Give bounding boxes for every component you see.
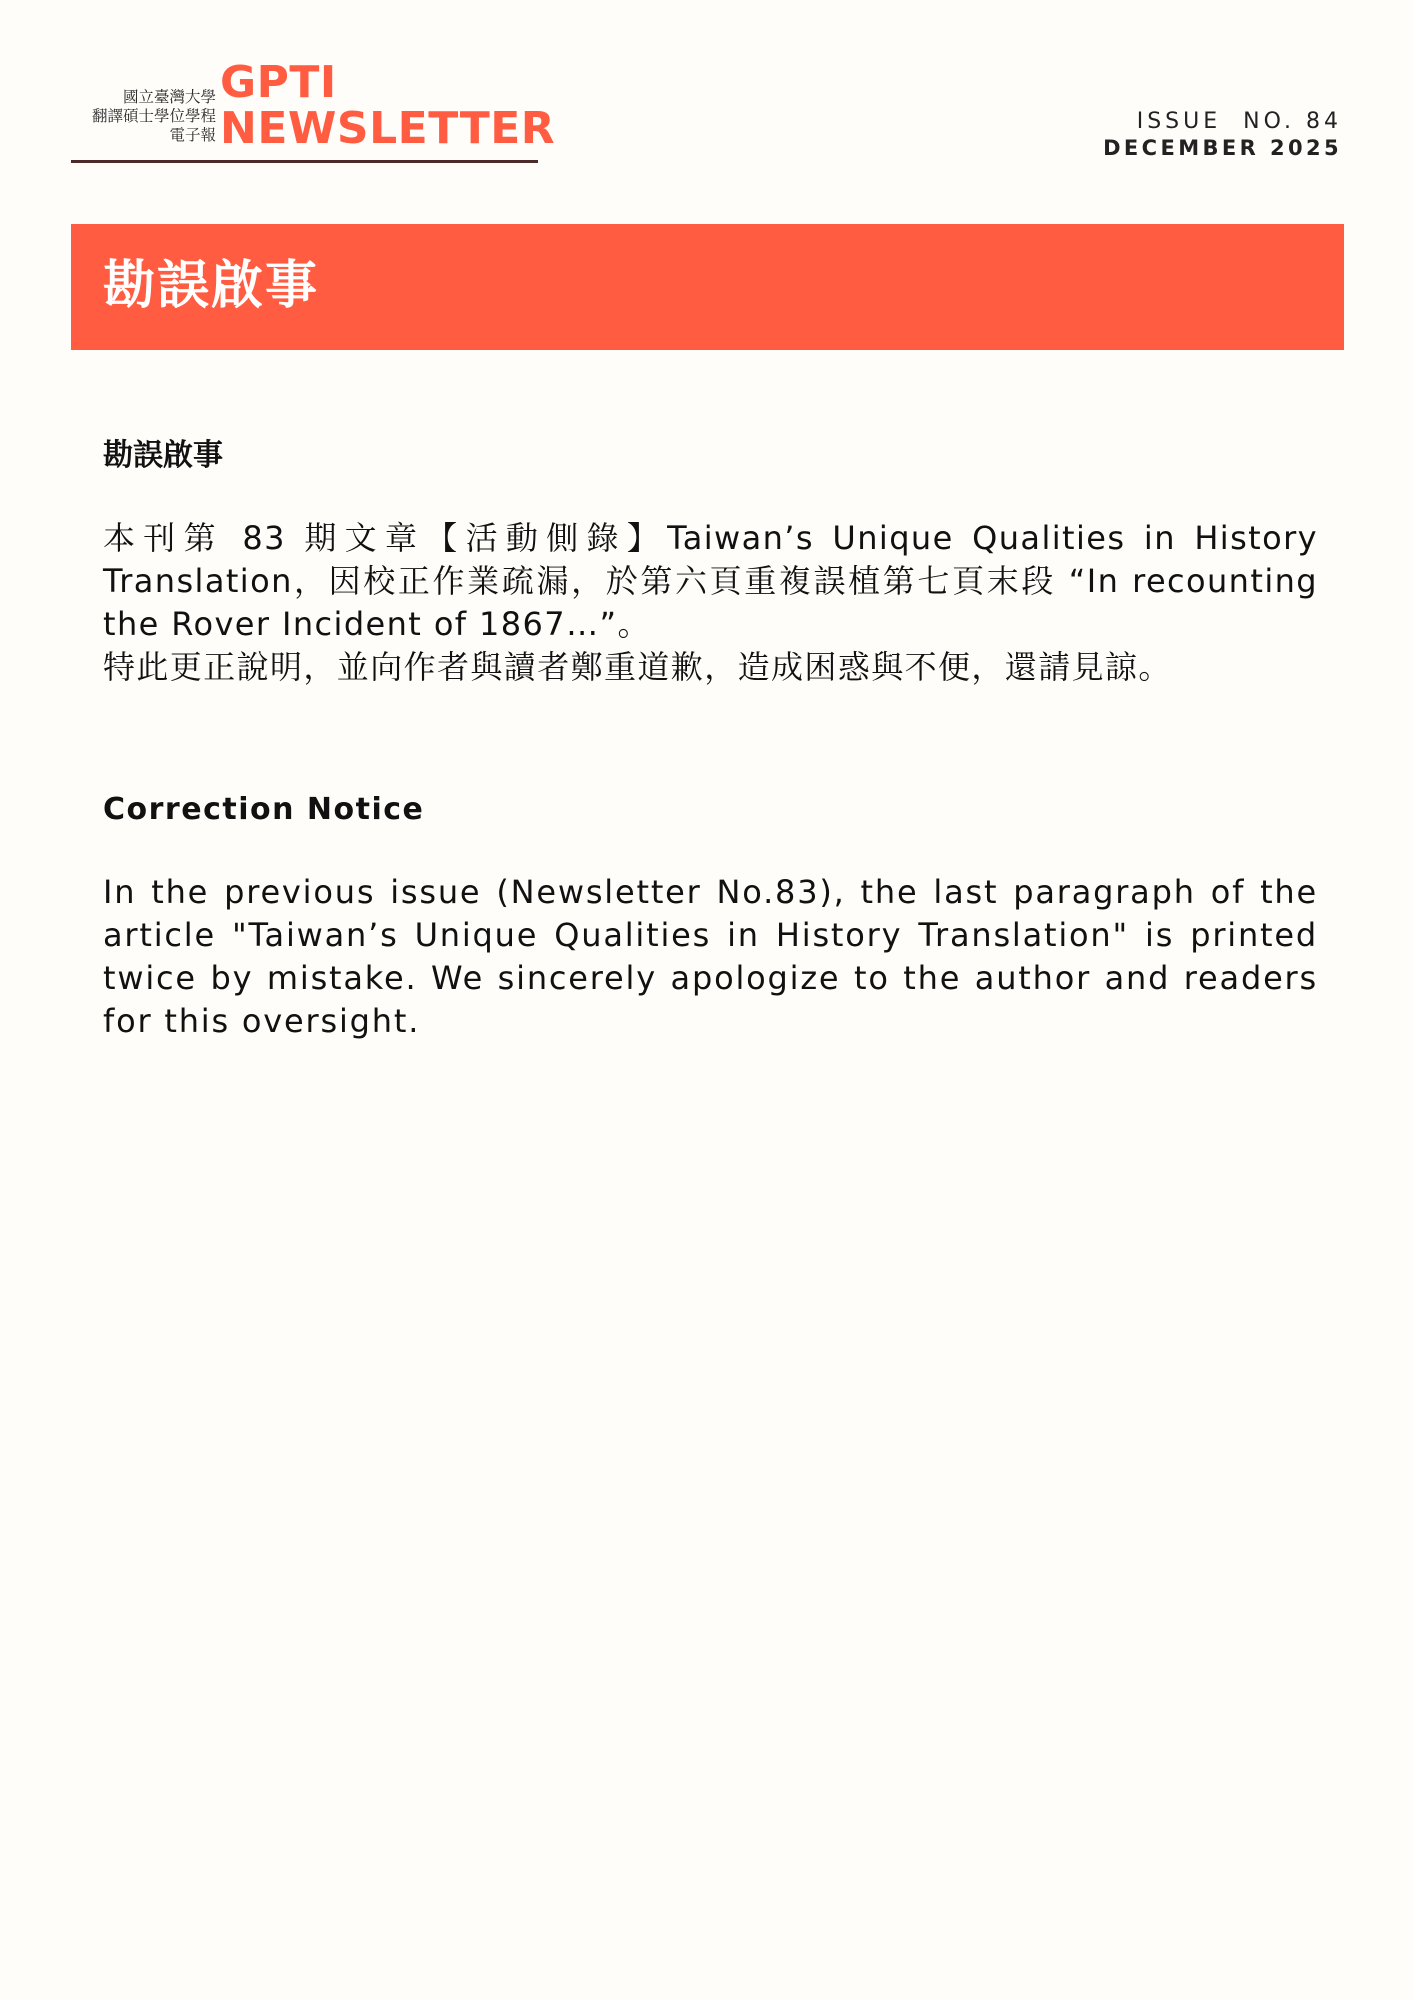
notice-paragraph-zh: 本刊第 83 期文章【活動側錄】Taiwan’s Unique Qualities in History Translation，因校正作業疏漏，於第六頁重複誤植第七頁末段 “In recounting the Rover Incident of 1867…”。: [103, 519, 1318, 643]
issue-number: ISSUE NO. 84: [1136, 109, 1342, 134]
notice-heading-zh: 勘誤啟事: [103, 438, 223, 473]
org-line-program: 翻譯碩士學位學程: [91, 107, 216, 125]
issue-date: DECEMBER 2025: [1103, 136, 1342, 160]
masthead: [71, 57, 556, 164]
banner-title: 勘誤啟事: [103, 256, 320, 316]
org-line-university: 國立臺灣大學: [122, 88, 216, 106]
notice-heading-en: Correction Notice: [103, 792, 425, 827]
brand-title-line2: NEWSLETTER: [220, 103, 556, 154]
issue-info: [1103, 108, 1342, 162]
masthead-divider: [71, 160, 538, 163]
notice-apology-zh: 特此更正說明，並向作者與讀者鄭重道歉，造成困惑與不便，還請見諒。: [103, 648, 1172, 686]
brand-title-line1: GPTI: [220, 57, 337, 108]
org-line-newsletter: 電子報: [169, 126, 216, 144]
org-name: [92, 88, 216, 145]
notice-paragraph-en: In the previous issue (Newsletter No.83), the last paragraph of the article "Taiwan’s Unique Qualities in History Translation" is printed twice by mistake. We sincerely apologize to the author and readers for this oversight.: [103, 873, 1318, 1040]
section-banner: [71, 224, 1344, 350]
article-body: [103, 436, 1318, 1043]
